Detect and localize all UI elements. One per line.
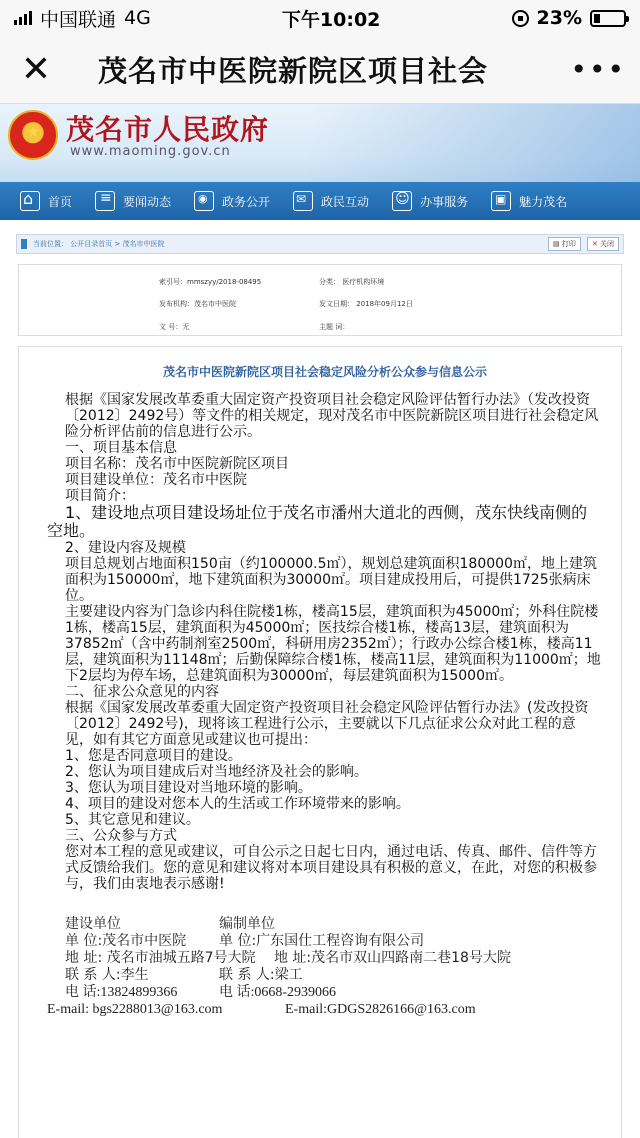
menu-item-charm[interactable]: ▣ 魅力茂名: [491, 191, 567, 211]
question-5: 5、其它意见和建议。: [65, 812, 200, 828]
print-button[interactable]: ▤ 打印: [548, 237, 581, 251]
menu-item-home[interactable]: ⌂ 首页: [20, 191, 72, 211]
battery-percent: 23%: [536, 7, 582, 29]
section-heading-4: 三、公众参与方式: [65, 828, 177, 844]
question-2: 2、您认为项目建成后对当地经济及社会的影响。: [65, 764, 368, 780]
signal-icon: [14, 11, 32, 25]
sig-unit-2: 单 位:广东国仕工程咨询有限公司: [219, 933, 425, 949]
meta-category: 分类： 医疗机构环境: [319, 278, 385, 286]
meta-keywords: 主题 词：: [319, 322, 350, 331]
question-4: 4、项目的建设对您本人的生活或工作环境带来的影响。: [65, 796, 410, 812]
article-title: 茂名市中医院新院区项目社会稳定风险分析公众参与信息公示: [162, 365, 487, 379]
signature-block: [47, 916, 603, 1018]
services-icon: [392, 191, 412, 211]
clock: 下午10:02: [281, 8, 381, 31]
carrier: 中国联通: [40, 8, 117, 31]
meta-publisher: 发布机构：茂名市中医院: [159, 300, 236, 309]
project-brief: 项目简介：: [65, 488, 135, 504]
more-options-icon[interactable]: •••: [570, 53, 626, 86]
project-unit: 项目建设单位：茂名市中医院: [65, 472, 247, 488]
sig-prep-label: 编制单位: [219, 916, 275, 932]
sig-contact-2: 联 系 人:梁工: [219, 967, 303, 983]
meta-date: 发文日期： 2018年09月12日: [319, 300, 413, 309]
sig-unit-1: 单 位:茂名市中医院: [65, 933, 187, 949]
close-icon[interactable]: ✕: [20, 49, 52, 90]
document-meta: [18, 264, 622, 336]
page-title: 茂名市中医院新院区项目社会: [98, 54, 489, 88]
article: [18, 346, 622, 1138]
question-3: 3、您认为项目建设对当地环境的影响。: [65, 780, 312, 796]
article-intro: 根据《国家发展改革委重大固定资产投资项目社会稳定风险评估暂行办法》（发改投资〔2012〕2492号）等文件的相关规定，现对茂名市中医院新院区项目进行社会稳定风险分析评估前的信息进行公示。: [65, 392, 599, 440]
meta-doc-no: 文 号：无: [159, 322, 190, 331]
status-bar: [0, 0, 640, 36]
menu-item-open-gov[interactable]: ◉ 政务公开: [194, 191, 270, 211]
participation-method: 您对本工程的意见或建议，可自公示之日起七日内，通过电话、传真、邮件、信件等方式反馈给我们。您的意见和建议将对本项目建设具有积极的意义，在此，对您的积极参与，我们由衷地表示感谢!: [65, 844, 597, 892]
project-site: 1、建设地点项目建设场址位于茂名市潘州大道北的西侧，茂东快线南侧的空地。: [47, 503, 588, 540]
charm-icon: [491, 191, 511, 211]
interaction-icon: [293, 191, 313, 211]
consult-basis: 根据《国家发展改革委重大固定资产投资项目社会稳定风险评估暂行办法》(发改投资〔2012〕2492号)，现将该工程进行公示，主要就以下几点征求公众对此工程的意见，如有其它方面意见或建议也可提出：: [65, 700, 589, 748]
sig-mail-2: E-mail:GDGS2826166@163.com: [285, 1002, 476, 1017]
sig-tel-2: 电 话:0668-2939066: [219, 985, 337, 1000]
rotation-lock-icon: [512, 10, 529, 27]
battery-icon: [590, 10, 626, 27]
breadcrumb-path[interactable]: 当前位置： 公开目录首页 > 茂名市中医院: [33, 240, 165, 248]
network-type: 4G: [124, 7, 151, 29]
project-name: 项目名称：茂名市中医院新院区项目: [65, 456, 289, 472]
main-menu: [0, 182, 640, 220]
gov-site-name[interactable]: 茂名市人民政府: [66, 113, 270, 146]
news-icon: [95, 191, 115, 211]
section-heading-3: 二、征求公众意见的内容: [65, 684, 219, 700]
gov-site-domain: www.maoming.gov.cn: [70, 144, 231, 159]
meta-index: 索引号：mmszyy/2018-08495: [159, 278, 262, 286]
menu-item-news[interactable]: ≡ 要闻动态: [95, 191, 171, 211]
section-heading-2: 2、建设内容及规模: [65, 540, 186, 556]
sig-contact-1: 联 系 人:李生: [65, 967, 149, 983]
section-heading-1: 一、项目基本信息: [65, 440, 177, 456]
sig-build-label: 建设单位: [65, 916, 121, 932]
app-navbar: [0, 36, 640, 104]
sig-tel-1: 电 话:13824899366: [65, 985, 178, 1000]
sig-mail-1: E-mail: bgs2288013@163.com: [47, 1002, 223, 1017]
sig-address: 地 址: 茂名市油城五路7号大院 地 址:茂名市双山四路南二巷18号大院: [65, 950, 511, 966]
national-emblem-icon: [8, 110, 58, 160]
breadcrumb: [16, 234, 624, 254]
menu-item-services[interactable]: ☺ 办事服务: [392, 191, 468, 211]
menu-item-interaction[interactable]: ✉ 政民互动: [293, 191, 369, 211]
project-content: 主要建设内容为门急诊内科住院楼1栋，楼高15层，建筑面积为45000㎡；外科住院楼1栋，楼高15层，建筑面积为45000㎡；医技综合楼1栋，楼高13层，建筑面积为37852㎡（含中药制剂室2500㎡，科研用房2352㎡）；行政办公综合楼1栋，楼高11层，建筑面积为11148㎡；后勤保障综合楼1栋，楼高11层，建筑面积为11000㎡；地下2层均为停车场，总建筑面积为30000㎡，每层建筑面积为15000㎡。: [65, 604, 601, 684]
close-button[interactable]: ✕ 关闭: [587, 237, 619, 251]
project-scale: 项目总规划占地面积150亩（约100000.5㎡），规划总建筑面积180000㎡，地上建筑面积为150000㎡，地下建筑面积为30000㎡。项目建成投用后，可提供1725张病床位。: [65, 556, 597, 604]
gov-banner: [0, 104, 640, 182]
home-icon: [20, 191, 40, 211]
open-gov-icon: [194, 191, 214, 211]
question-1: 1、您是否同意项目的建设。: [65, 748, 242, 764]
